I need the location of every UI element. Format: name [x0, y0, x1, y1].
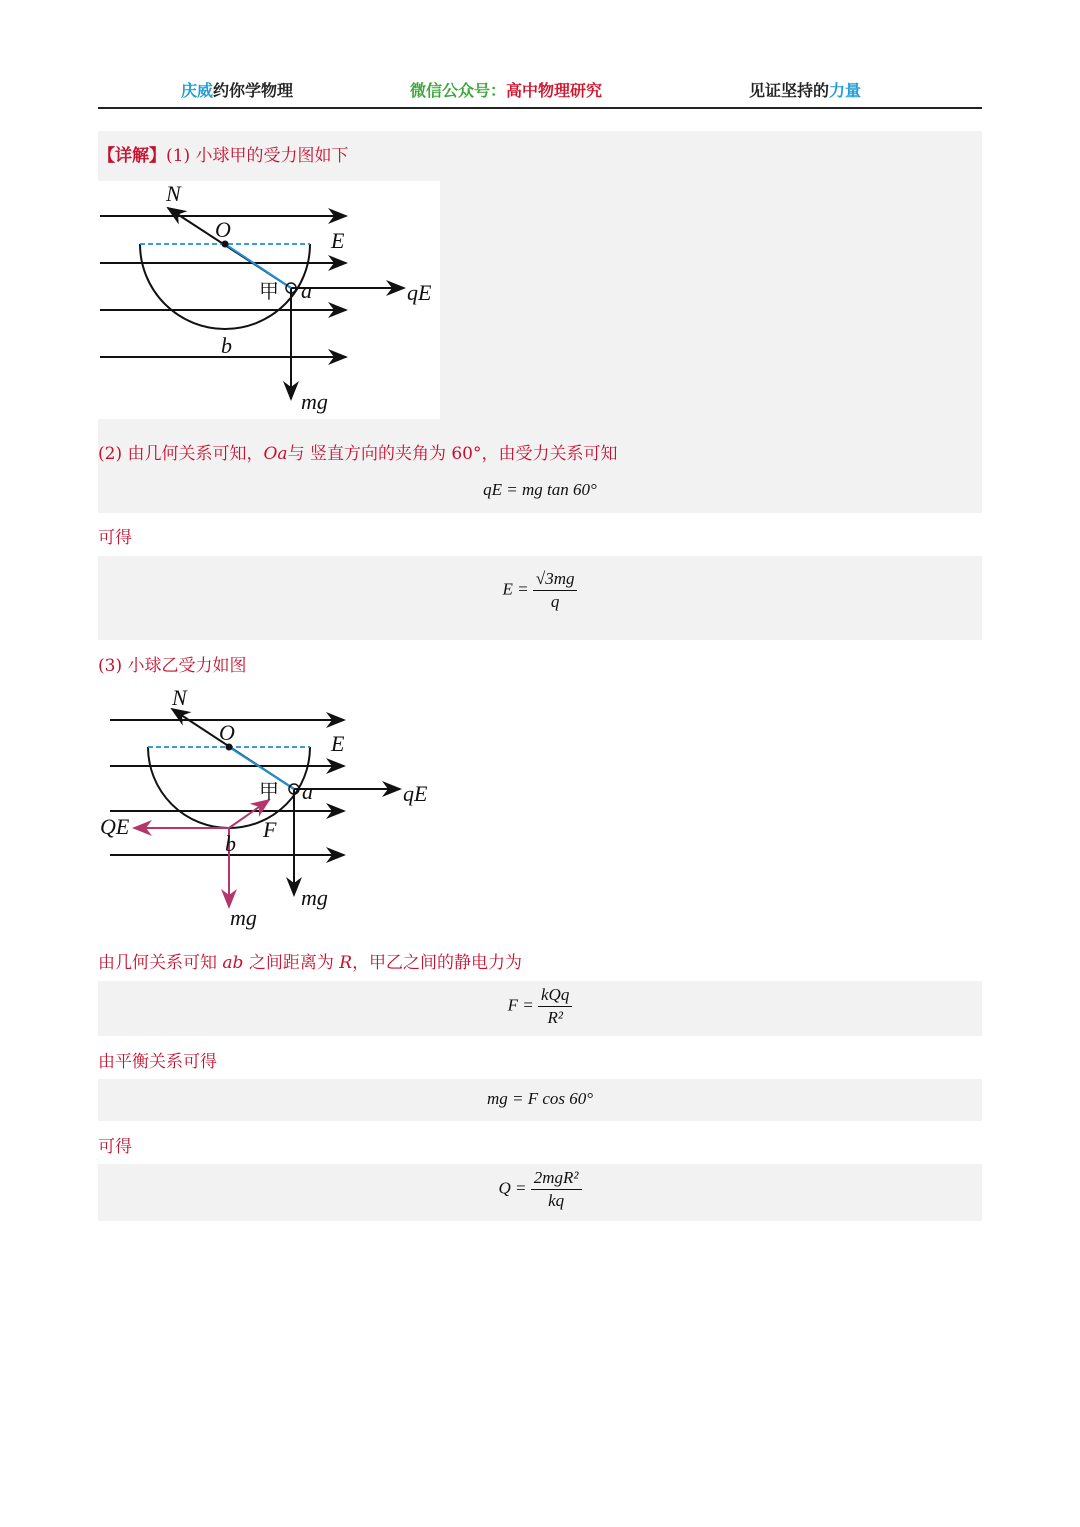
- label-F: F: [263, 817, 277, 842]
- equation-2: E = $\frac{√3mg}{q}$: [98, 569, 982, 612]
- header-middle: 微信公众号：高中物理研究: [410, 81, 603, 100]
- label-mg-yi: mg: [230, 905, 257, 930]
- label-E: E: [331, 731, 345, 756]
- label-qE: qE: [407, 280, 432, 305]
- label-O: O: [219, 720, 235, 745]
- label-O: O: [215, 217, 231, 242]
- label-E: E: [331, 228, 345, 253]
- label-a: a: [302, 779, 313, 804]
- label-QE: QE: [100, 814, 130, 839]
- label-b: b: [225, 831, 236, 856]
- part1-line: 【详解】(1) 小球甲的受力图如下: [98, 146, 349, 166]
- part2-line: (2) 由几何关系可知，Oa与 竖直方向的夹角为 60°，由受力关系可知: [98, 444, 618, 464]
- header-right: 见证坚持的力量: [749, 81, 862, 100]
- equation-3: F = $\frac{\text{kQq}}{\text{R²}}$: [98, 985, 982, 1028]
- geometry-line: 由几何关系可知 ab 之间距离为 R，甲乙之间的静电力为: [98, 953, 523, 973]
- page-header: [98, 78, 982, 102]
- keyi-1: 可得: [98, 528, 132, 548]
- label-mg: mg: [301, 389, 328, 414]
- label-N: N: [166, 181, 181, 206]
- balance-line: 由平衡关系可得: [98, 1052, 217, 1072]
- equation-4: mg = F cos 60°: [486, 1089, 594, 1108]
- part3-line: (3) 小球乙受力如图: [98, 656, 247, 676]
- header-left: 庆威约你学物理: [181, 81, 294, 100]
- equation-1: qE = mg tan 60°: [483, 480, 597, 499]
- label-b: b: [221, 333, 232, 358]
- header-rule: [98, 107, 982, 109]
- keyi-2: 可得: [98, 1137, 132, 1157]
- label-qE: qE: [403, 781, 428, 806]
- equation-5: Q = $\frac{\text{2mgR²}}{kq}$: [98, 1168, 982, 1211]
- label-N: N: [172, 685, 187, 710]
- label-mg-jia: mg: [301, 885, 328, 910]
- force-diagram-1: [98, 181, 440, 419]
- force-diagram-2: [98, 683, 440, 931]
- label-a: a: [301, 278, 312, 303]
- label-jia: 甲: [259, 781, 279, 803]
- label-jia: 甲: [259, 281, 279, 303]
